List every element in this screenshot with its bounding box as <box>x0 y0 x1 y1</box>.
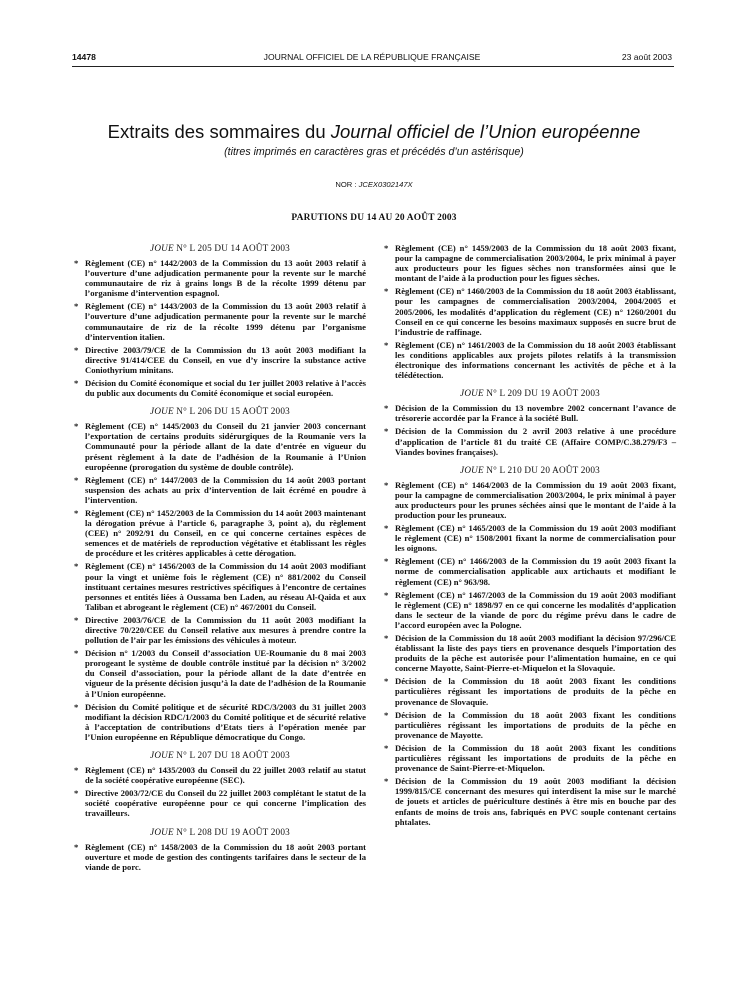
summary-entry: * Règlement (CE) n° 1442/2003 de la Commission du 13 août 2003 relatif à l’ouverture d’une adjudication permanente pour la revente sur le marché communautaire de riz à grains longs B de la récolte 1999 détenu par l’organisme d’intervention espagnol. <box>74 258 366 298</box>
summary-entry: * Règlement (CE) n° 1458/2003 de la Commission du 18 août 2003 portant ouverture et mode de gestion des contingents tarifaires dans le secteur de la viande de porc. <box>74 842 366 872</box>
summary-entry: * Règlement (CE) n° 1459/2003 de la Commission du 18 août 2003 fixant, pour la campagne de commercialisation 2003/2004, le prix minimal à payer aux producteurs pour les figues sèches non transformées ainsi que le montant de l’aide à la production pour les figues sèches. <box>384 243 676 283</box>
summary-entry: * Règlement (CE) n° 1435/2003 du Conseil du 22 juillet 2003 relatif au statut de la société coopérative européenne (SEC). <box>74 765 366 785</box>
issue-heading <box>74 243 366 253</box>
issue-heading <box>384 465 676 475</box>
joue-label: JOUE <box>150 750 174 761</box>
issue-heading <box>74 827 366 837</box>
issue-heading <box>384 388 676 398</box>
summary-entry: * Décision de la Commission du 13 novembre 2002 concernant l’avance de trésorerie accordée par la France à la société Bull. <box>384 403 676 423</box>
issue-number: N° L 209 DU 19 AOÛT 2003 <box>483 388 600 399</box>
joue-label: JOUE <box>460 388 484 399</box>
issue-heading <box>74 750 366 760</box>
summary-entry: * Règlement (CE) n° 1447/2003 de la Commission du 14 août 2003 portant suspension des achats au prix d’intervention de lait écrémé en poudre à l’intervention. <box>74 475 366 505</box>
summary-entry: * Règlement (CE) n° 1443/2003 de la Commission du 13 août 2003 relatif à l’ouverture d’une adjudication permanente pour la revente sur le marché communautaire de riz de la récolte 1999 détenu par l’organisme d’intervention italien. <box>74 301 366 341</box>
summary-entry: * Directive 2003/72/CE du Conseil du 22 juillet 2003 complétant le statut de la société coopérative européenne pour ce qui concerne l’implication des travailleurs. <box>74 788 366 818</box>
issue-number: N° L 210 DU 20 AOÛT 2003 <box>483 464 600 475</box>
summary-entry: * Règlement (CE) n° 1460/2003 de la Commission du 18 août 2003 établissant, pour les campagnes de commercialisation 2003/2004, 2004/2005 et 2005/2006, les modalités d’application du règlement (CE) n° 1260/2001 du Conseil en ce qui concerne les besoins maximaux supposés en sucre brut de l’industrie de raffinage. <box>384 286 676 336</box>
summary-entry: * Règlement (CE) n° 1464/2003 de la Commission du 19 août 2003 fixant, pour la campagne de commercialisation 2003/2004, le prix minimal à payer aux producteurs pour les prunes séchées ainsi que le montant de l’aide à la production pour les pruneaux. <box>384 480 676 520</box>
page-number: 14478 <box>72 52 96 62</box>
summary-entry: * Règlement (CE) n° 1467/2003 de la Commission du 19 août 2003 modifiant le règlement (CE) n° 1898/97 en ce qui concerne les modalités d’application dans le secteur de la viande de porc du régime prévu dans le cadre de l’accord européen avec la Pologne. <box>384 590 676 630</box>
issue-number: N° L 205 DU 14 AOÛT 2003 <box>173 243 290 253</box>
joue-label: JOUE <box>150 406 174 417</box>
page-title <box>60 121 688 143</box>
left-column <box>74 243 366 875</box>
summary-entry: * Directive 2003/76/CE de la Commission du 11 août 2003 modifiant la directive 70/220/CEE du Conseil relative aux mesures à prendre contre la pollution de l’air par les émissions des véhicules à moteur. <box>74 615 366 645</box>
summary-entry: * Règlement (CE) n° 1465/2003 de la Commission du 19 août 2003 modifiant le règlement (CE) n° 1508/2001 fixant la norme de commercialisation pour les oignons. <box>384 523 676 553</box>
nor-label: NOR : <box>335 180 359 189</box>
summary-entry: * Décision de la Commission du 2 avril 2003 relative à une procédure d’application de l’article 81 du traité CE (Affaire COMP/C.38.279/F3 – Viandes bovines françaises). <box>384 426 676 456</box>
summary-entry: * Règlement (CE) n° 1445/2003 du Conseil du 21 janvier 2003 concernant l’exportation de certains produits sidérurgiques de la Roumanie vers la Communauté pour la période allant de la date d’entrée en vigueur du présent règlement à la date de l’adhésion de la Roumanie à l’Union européenne (prorogation du système de double contrôle). <box>74 421 366 471</box>
summary-entry: * Décision du Comité économique et social du 1er juillet 2003 relative à l’accès du public aux documents du Comité économique et social européen. <box>74 378 366 398</box>
header-rule <box>72 66 674 67</box>
issue-heading <box>74 406 366 416</box>
title-prefix: Extraits des sommaires du <box>107 121 331 142</box>
summary-entry: * Décision de la Commission du 18 août 2003 modifiant la décision 97/296/CE établissant la liste des pays tiers en provenance desquels l’importation des produits de la pêche est autorisée pour l’alimentation humaine, en ce qui concerne Mayotte, Saint-Pierre-et-Miquelon et la Slovaquie. <box>384 633 676 673</box>
running-head <box>72 52 672 66</box>
issue-number: N° L 206 DU 15 AOÛT 2003 <box>173 406 290 417</box>
summary-entry: * Règlement (CE) n° 1452/2003 de la Commission du 14 août 2003 maintenant la dérogation prévue à l’article 6, paragraphe 3, point a), du règlement (CEE) n° 2092/91 du Conseil, en ce qui concerne certaines espèces de semences et de matériels de reproduction végétative et établissant les règles de procédure et les critères applicables à cette dérogation. <box>74 508 366 558</box>
page-subtitle: (titres imprimés en caractères gras et précédés d’un astérisque) <box>224 146 524 158</box>
summary-entry: * Décision de la Commission du 18 août 2003 fixant les conditions particulières régissant les importations de produits de la pêche en provenance de Mayotte. <box>384 710 676 740</box>
joue-label: JOUE <box>460 464 484 475</box>
summary-entry: * Règlement (CE) n° 1461/2003 de la Commission du 18 août 2003 établissant les conditions applicables aux projets pilotes relatifs à la transmission électronique des informations concernant les activités de pêche et à la télédétection. <box>384 340 676 380</box>
right-column <box>384 243 676 830</box>
summary-entry: * Directive 2003/79/CE de la Commission du 13 août 2003 modifiant la directive 91/414/CEE du Conseil, en vue d’y inscrire la substance active Coniothyrium minitans. <box>74 345 366 375</box>
title-italic: Journal officiel de l’Union européenne <box>330 121 641 142</box>
summary-entry: * Décision de la Commission du 18 août 2003 fixant les conditions particulières régissant les importations de produits de la pêche en provenance de Saint-Pierre-et-Miquelon. <box>384 743 676 773</box>
summary-entry: * Décision du Comité politique et de sécurité RDC/3/2003 du 31 juillet 2003 modifiant la décision RDC/1/2003 du Comité politique et de sécurité relative à l’acceptation de contributions d’Etats tiers à l’opération menée par l’Union européenne en République démocratique du Congo. <box>74 702 366 742</box>
summary-entry: * Règlement (CE) n° 1466/2003 de la Commission du 19 août 2003 fixant la norme de commercialisation applicable aux artichauts et modifiant le règlement (CE) n° 963/98. <box>384 556 676 586</box>
joue-label: JOUE <box>150 243 174 253</box>
summary-entry: * Décision n° 1/2003 du Conseil d’association UE-Roumanie du 8 mai 2003 prorogeant le système de double contrôle institué par la décision n° 3/2002 du Conseil d’association, pour la période allant de la date d’entrée en vigueur de la présente décision jusqu’à la date de l’adhésion de la Roumanie à l’Union européenne. <box>74 648 366 698</box>
issue-number: N° L 207 DU 18 AOÛT 2003 <box>173 750 290 761</box>
summary-entry: * Décision de la Commission du 19 août 2003 modifiant la décision 1999/815/CE concernant des mesures qui interdisent la mise sur le marché de jouets et articles de puériculture destinés à être mis en bouche par des enfants de moins de trois ans, fabriqués en PVC souple contenant certains phtalates. <box>384 776 676 826</box>
issue-date: 23 août 2003 <box>621 52 672 62</box>
joue-label: JOUE <box>150 826 174 837</box>
summary-entry: * Règlement (CE) n° 1456/2003 de la Commission du 14 août 2003 modifiant pour la vingt et unième fois le règlement (CE) n° 881/2002 du Conseil instituant certaines mesures restrictives spécifiques à l’encontre de certaines personnes et entités liées à Oussama ben Laden, au réseau Al-Qaida et aux Taliban et abrogeant le règlement (CE) n° 467/2001 du Conseil. <box>74 561 366 611</box>
parutions-heading: PARUTIONS DU 14 AU 20 AOÛT 2003 <box>291 213 457 223</box>
journal-name: JOURNAL OFFICIEL DE LA RÉPUBLIQUE FRANÇAISE <box>263 52 481 62</box>
nor-code: JCEX0302147X <box>358 180 413 189</box>
summary-entry: * Décision de la Commission du 18 août 2003 fixant les conditions particulières régissant les importations de produits de la pêche en provenance de Slovaquie. <box>384 676 676 706</box>
issue-number: N° L 208 DU 19 AOÛT 2003 <box>173 826 290 837</box>
nor-reference <box>60 180 688 189</box>
